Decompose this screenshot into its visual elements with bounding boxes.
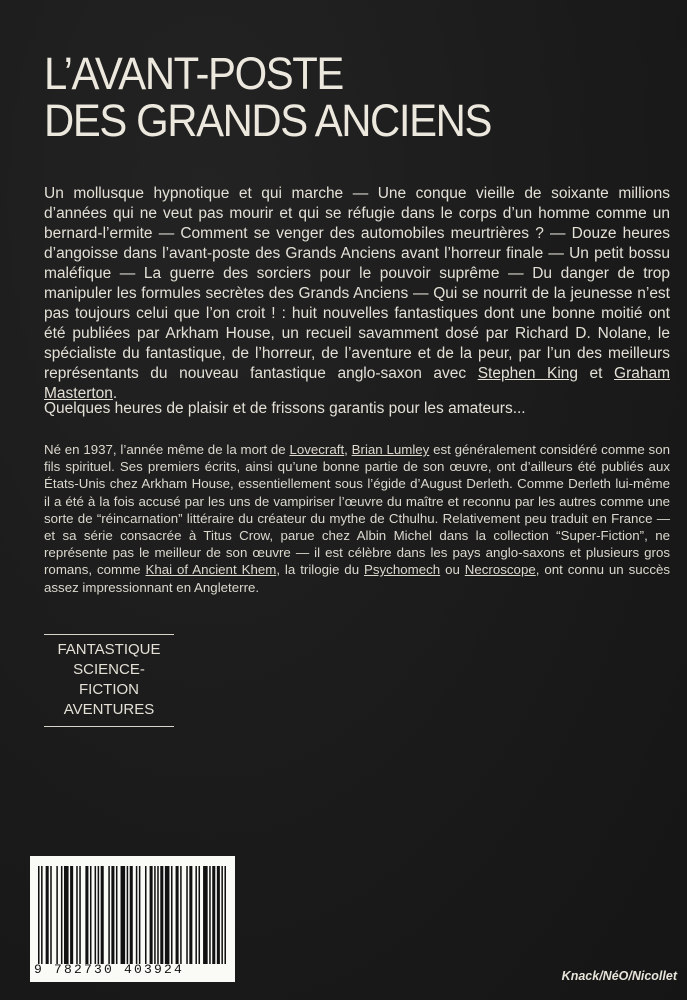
barcode-bar <box>180 866 182 964</box>
book-title <box>44 50 602 144</box>
barcode-bar <box>116 866 118 964</box>
barcode-bar <box>111 866 114 964</box>
barcode-bars <box>38 866 226 964</box>
barcode <box>30 856 235 982</box>
barcode-bar <box>171 866 173 964</box>
barcode-bar <box>195 866 197 964</box>
bio-necroscope: Necroscope <box>464 562 536 578</box>
blurb-paragraph <box>44 184 670 404</box>
barcode-bar <box>108 866 110 964</box>
author-bio <box>44 441 670 596</box>
barcode-bar <box>85 866 88 964</box>
barcode-bar <box>127 866 129 964</box>
barcode-bar <box>198 866 200 964</box>
bio-lovecraft: Lovecraft <box>289 442 345 457</box>
barcode-bar <box>217 866 220 964</box>
title-line-1: L’AVANT-POSTE <box>44 48 343 99</box>
tagline: Quelques heures de plaisir et de frissons garantis pour les amateurs... <box>44 400 526 417</box>
title-line-2: DES GRANDS ANCIENS <box>44 95 491 146</box>
barcode-bar <box>189 866 192 964</box>
barcode-bar <box>90 866 92 964</box>
bio-text-4: , la trilogie du <box>276 562 365 578</box>
blurb-end: . <box>112 385 118 402</box>
barcode-number: 9 782730 403924 <box>34 962 185 977</box>
author-graham-masterton: Graham Masterton <box>44 365 671 402</box>
barcode-bar <box>79 866 81 964</box>
bio-brian-lumley: Brian Lumley <box>351 442 430 457</box>
genre-fantastique: FANTASTIQUE <box>57 641 161 658</box>
genre-label-box <box>44 634 174 727</box>
bio-text-6: , ont connu un succès assez impressionnant en Angleterre. <box>44 562 671 595</box>
barcode-bar <box>165 866 170 964</box>
barcode-bar <box>209 866 211 964</box>
blurb-conj: et <box>578 365 615 382</box>
publisher-imprint: Knack/NéO/Nicollet <box>561 969 677 983</box>
bio-text-3: est généralement considéré comme son fils spirituel. Ses premiers écrits, ainsi qu’une bonne partie de son œuvre, ont d’ailleurs été publiés aux États-Unis chez Arkham House, essentiellement sous l’égide d’August Derleth. Comme Derleth lui-même il a été à la fois accusé par les uns de vampiriser l’œuvre du maître et reconnu par les autres comme une sorte de “réincarnation” littéraire du créateur du mythe de Cthulhu. Relativement peu traduit en France — et sa série consacrée à Titus Crow, parue chez Albin Michel dans la collection “Super-Fiction”, ne représente pas le meilleur de son œuvre — il est célèbre dans les pays anglo-saxons et plusieurs gros romans, comme <box>44 442 670 578</box>
barcode-bar <box>70 866 73 964</box>
barcode-bar <box>130 866 133 964</box>
barcode-bar <box>160 866 163 964</box>
barcode-bar <box>154 866 156 964</box>
barcode-bar <box>139 866 141 964</box>
genre-aventures: AVENTURES <box>63 701 155 718</box>
genre-science-fiction: SCIENCE-FICTION <box>73 661 145 698</box>
barcode-bar <box>150 866 153 964</box>
barcode-bar <box>221 866 223 964</box>
barcode-bar <box>145 866 147 964</box>
barcode-bar <box>136 866 138 964</box>
bio-khai: Khai of Ancient Khem <box>145 562 277 578</box>
bio-psychomech: Psychomech <box>364 562 441 578</box>
barcode-bar <box>157 866 159 964</box>
bio-text-2: , <box>344 442 352 457</box>
barcode-bar <box>76 866 78 964</box>
barcode-bar <box>50 866 52 964</box>
barcode-bar <box>186 866 188 964</box>
barcode-bar <box>176 866 179 964</box>
barcode-bar <box>61 866 63 964</box>
barcode-bar <box>38 866 40 964</box>
barcode-bar <box>203 866 208 964</box>
bio-text-1: Né en 1937, l’année même de la mort de <box>44 442 290 457</box>
barcode-bar <box>212 866 215 964</box>
barcode-bar <box>98 866 100 964</box>
barcode-bar <box>95 866 97 964</box>
blurb-text: Un mollusque hypnotique et qui marche — Une conque vieille de soixante millions d’années qui ne veut pas mourir et qui se réfugie dans le corps d’un homme comme un bernard-l’ermite — Comment se venger des automobiles meurtrières ? — Douze heures d’angoisse dans l’avant-poste des Grands Anciens avant l’horreur finale — Un petit bossu maléfique — La guerre des sorciers pour le pouvoir suprême — Du danger de trop manipuler les formules secrètes des Grands Anciens — Qui se nourrit de la jeunesse n’est pas toujours celui que l’on croit ! : huit nouvelles fantastiques dont une bonne moitié ont été publiées par Arkham House, un recueil savamment dosé par Richard D. Nolane, le spécialiste du fantastique, de l’horreur, de l’aventure et de la peur, par l’un des meilleurs représentants du nouveau fantastique anglo-saxon avec <box>44 185 670 382</box>
barcode-bar <box>46 866 49 964</box>
author-stephen-king: Stephen King <box>477 365 579 382</box>
barcode-bar <box>101 866 104 964</box>
barcode-bar <box>64 866 69 964</box>
barcode-bar <box>224 866 226 964</box>
barcode-bar <box>121 866 126 964</box>
barcode-bar <box>41 866 43 964</box>
barcode-bar <box>56 866 58 964</box>
bio-text-5: ou <box>440 562 465 578</box>
